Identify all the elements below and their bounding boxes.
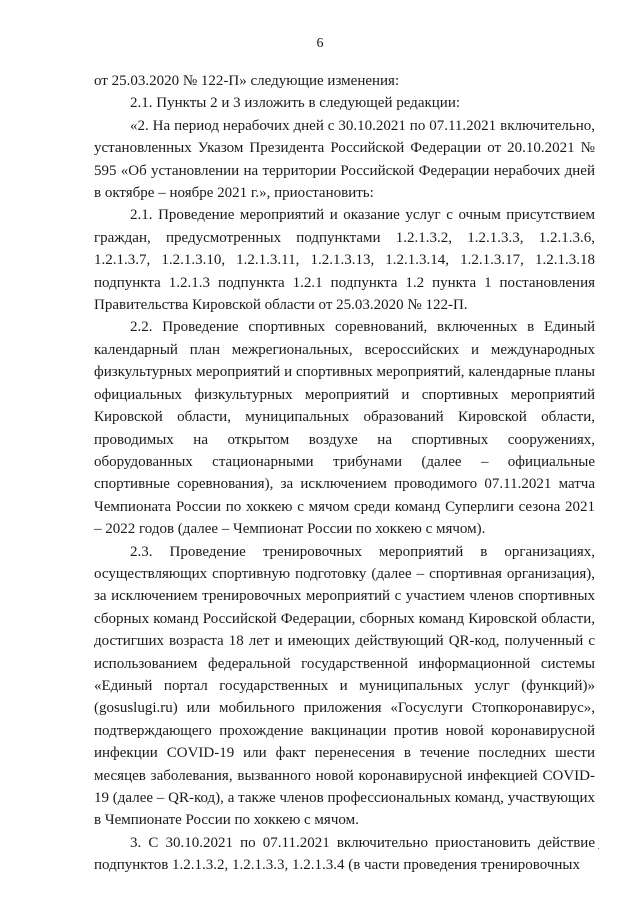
paragraph-2-3: 2.3. Проведение тренировочных мероприятий в организациях, осуществляющих спортивную подготовку (далее – спортивная организация), за исключением тренировочных мероприятий с участием членов спортивных сборных команд Российской Федерации, сборных команд Кировской области, достигших возраста 18 лет и имеющих действующий QR-код, полученный с использованием федеральной государственной информационной системы «Единый портал государственных и муниципальных услуг (функций)» (gosuslugi.ru) или мобильного приложения «Госуслуги Стопкоронавирус», подтверждающего прохождение вакцинации против новой коронавирусной инфекции COVID-19 или факт перенесения в течение последних шести месяцев заболевания, вызванного новой коронавирусной инфекцией COVID-19 (далее – QR-код), а также членов профессиональных команд, участвующих в Чемпионате России по хоккею с мячом.	[94, 543, 595, 829]
paragraph-2-1: 2.1. Проведение мероприятий и оказание услуг с очным присутствием граждан, предусмотренных подпунктами 1.2.1.3.2, 1.2.1.3.3, 1.2.1.3.6, 1.2.1.3.7, 1.2.1.3.10, 1.2.1.3.11, 1.2.1.3.13, 1.2.1.3.14, 1.2.1.3.17, 1.2.1.3.18 подпункта 1.2.1.3 подпункта 1.2.1 подпункта 1.2 пункта 1 постановления Правительства Кировской области от 25.03.2020 № 122-П.	[94, 207, 595, 314]
paragraph-continuation: от 25.03.2020 № 122-П» следующие изменения:	[94, 73, 400, 89]
paragraph-2-2: 2.2. Проведение спортивных соревнований, включенных в Единый календарный план межрегиональных, всероссийских и международных физкультурных мероприятий и спортивных мероприятий, календарные планы официальных физкультурных мероприятий и спортивных мероприятий Кировской области, муниципальных образований Кировской области, проводимых на открытом воздухе на спортивных сооружениях, оборудованных стационарными трибунами (далее – официальные спортивные соревнования), за исключением проводимого 07.11.2021 матча Чемпионата России по хоккею с мячом среди команд Суперлиги сезона 2021 – 2022 годов (далее – Чемпионат России по хоккею с мячом).	[94, 319, 595, 538]
paragraph-3: 3. С 30.10.2021 по 07.11.2021 включительно приостановить действие подпунктов 1.2.1.3.2, 1.2.1.3.3, 1.2.1.3.4 (в части проведения тренировочных	[94, 834, 595, 874]
document-body	[94, 70, 595, 877]
paragraph-2-1-intro: 2.1. Пункты 2 и 3 изложить в следующей редакции:	[130, 95, 461, 112]
paragraph-2-quote: «2. На период нерабочих дней с 30.10.2021 по 07.11.2021 включительно, установленных Указом Президента Российской Федерации от 20.10.2021 № 595 «Об установлении на территории Российской Федерации нерабочих дней в октябре – ноябре 2021 г.», приостановить:	[94, 117, 595, 202]
scan-artifact-dot	[598, 848, 599, 849]
page-number: 6	[316, 36, 324, 51]
